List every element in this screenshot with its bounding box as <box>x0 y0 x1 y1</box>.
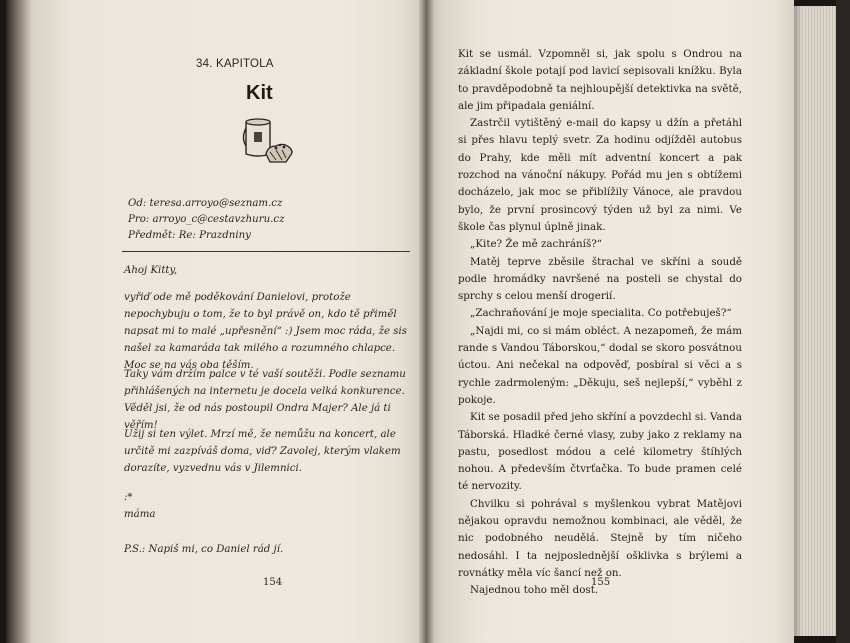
email-header <box>128 196 284 244</box>
page-number-right: 155 <box>591 577 611 588</box>
page-number-left: 154 <box>263 577 283 588</box>
paragraph: Chvilku si pohrával s myšlenkou vybrat Matějovi nějakou opravdu nemožnou kombinaci, ale věděl, že nic podobného neudělá. Stejně by tím ničeho nedosáhl. I ta nejposlednější ošklivka s brýlemi a rovnátky měla víc šancí než on. <box>458 497 742 579</box>
paragraph: Kit se posadil před jeho skříní a povzdechl si. Vanda Táborská. Hladké černé vlasy, zuby jako z reklamy na pastu, posedlost módou a celé kilometry štíhlých nohou. A především čtvrťačka. To bude pramen celé té nervozity. <box>458 411 742 493</box>
book-gutter <box>418 0 434 643</box>
chapter-heading: 34. KAPITOLA <box>196 58 274 70</box>
email-from: Od: teresa.arroyo@seznam.cz <box>128 198 283 209</box>
email-paragraph-1: vyřiď ode mě poděkování Danielovi, protože nepochybuju o tom, že to byl právě on, kdo tě přiměl napsat mi to malé „upřesnění“ :) Jsem moc ráda, že sis našel za kamaráda tak milého a rozumného chlapce. Moc se na vás oba těším. <box>124 292 408 371</box>
email-emoticon: :* <box>124 492 133 503</box>
chapter-title: Kit <box>246 82 273 104</box>
paragraph: „Najdi mi, co si mám obléct. A nezapomeň, že mám rande s Vandou Táborskou,“ dodal se skoro posvátnou úctou. Ani nečekal na odpověď, posbíral si věci a s rychle zadrmoleným: „Děkuju, seš nejlepší,“ vyběhl z pokoje. <box>458 324 742 406</box>
paragraph: „Kite? Že mě zachráníš?“ <box>470 238 603 251</box>
page-edges <box>794 6 836 636</box>
background-strip <box>836 0 850 643</box>
paragraph: Zastrčil vytištěný e-mail do kapsy u džín a přetáhl si přes hlavu teplý svetr. Za hodinu odjížděl autobus do Prahy, kde měli mít adventní koncert a pak rozchod na vánoční nákupy. Pořád mu jen s obtížemi docházelo, jak moc se přiblížily Vánoce, ale pravdou bylo, že první prosincový týden už byl za nimi. Ve škole čas plynul úplně jinak. <box>458 117 742 233</box>
email-divider <box>122 251 410 252</box>
right-page-text <box>458 46 742 600</box>
paragraph: Matěj teprve zběsile štrachal ve skříni a soudě podle hromádky navršené na posteli se chystal do sprchy s celou menší drogerií. <box>458 255 742 303</box>
email-signature: máma <box>124 509 156 520</box>
email-paragraph-2: Taky vám držím palce v té vaší soutěži. Podle seznamu přihlášených na internetu je docela velká konkurence. Věděl jsi, že od nás postoupil Ondra Majer? Ale já ti věřím! <box>124 369 406 431</box>
email-to: Pro: arroyo_c@cestavzhuru.cz <box>128 214 285 225</box>
paragraph: Najednou toho měl dost. <box>470 584 599 597</box>
coffee-cup-icon <box>240 112 296 168</box>
email-paragraph-3: Užij si ten výlet. Mrzí mě, že nemůžu na koncert, ale určitě mi zazpíváš doma, viď? Zavolej, kterým vlakem dorazíte, vyzvednu vás v Jilemnici. <box>124 429 401 474</box>
paragraph: Kit se usmál. Vzpomněl si, jak spolu s Ondrou na základní škole potají pod lavicí sepisovali knížku. Byla to pravděpodobně ta nejhloupější detektivka na světě, ale jim připadala geniální. <box>458 48 742 112</box>
paragraph: „Zachraňování je moje specialita. Co potřebuješ?“ <box>470 307 732 320</box>
email-postscript: P.S.: Napiš mi, co Daniel rád jí. <box>124 544 284 555</box>
email-subject: Předmět: Re: Prazdniny <box>128 230 251 241</box>
email-greeting: Ahoj Kitty, <box>124 265 178 276</box>
